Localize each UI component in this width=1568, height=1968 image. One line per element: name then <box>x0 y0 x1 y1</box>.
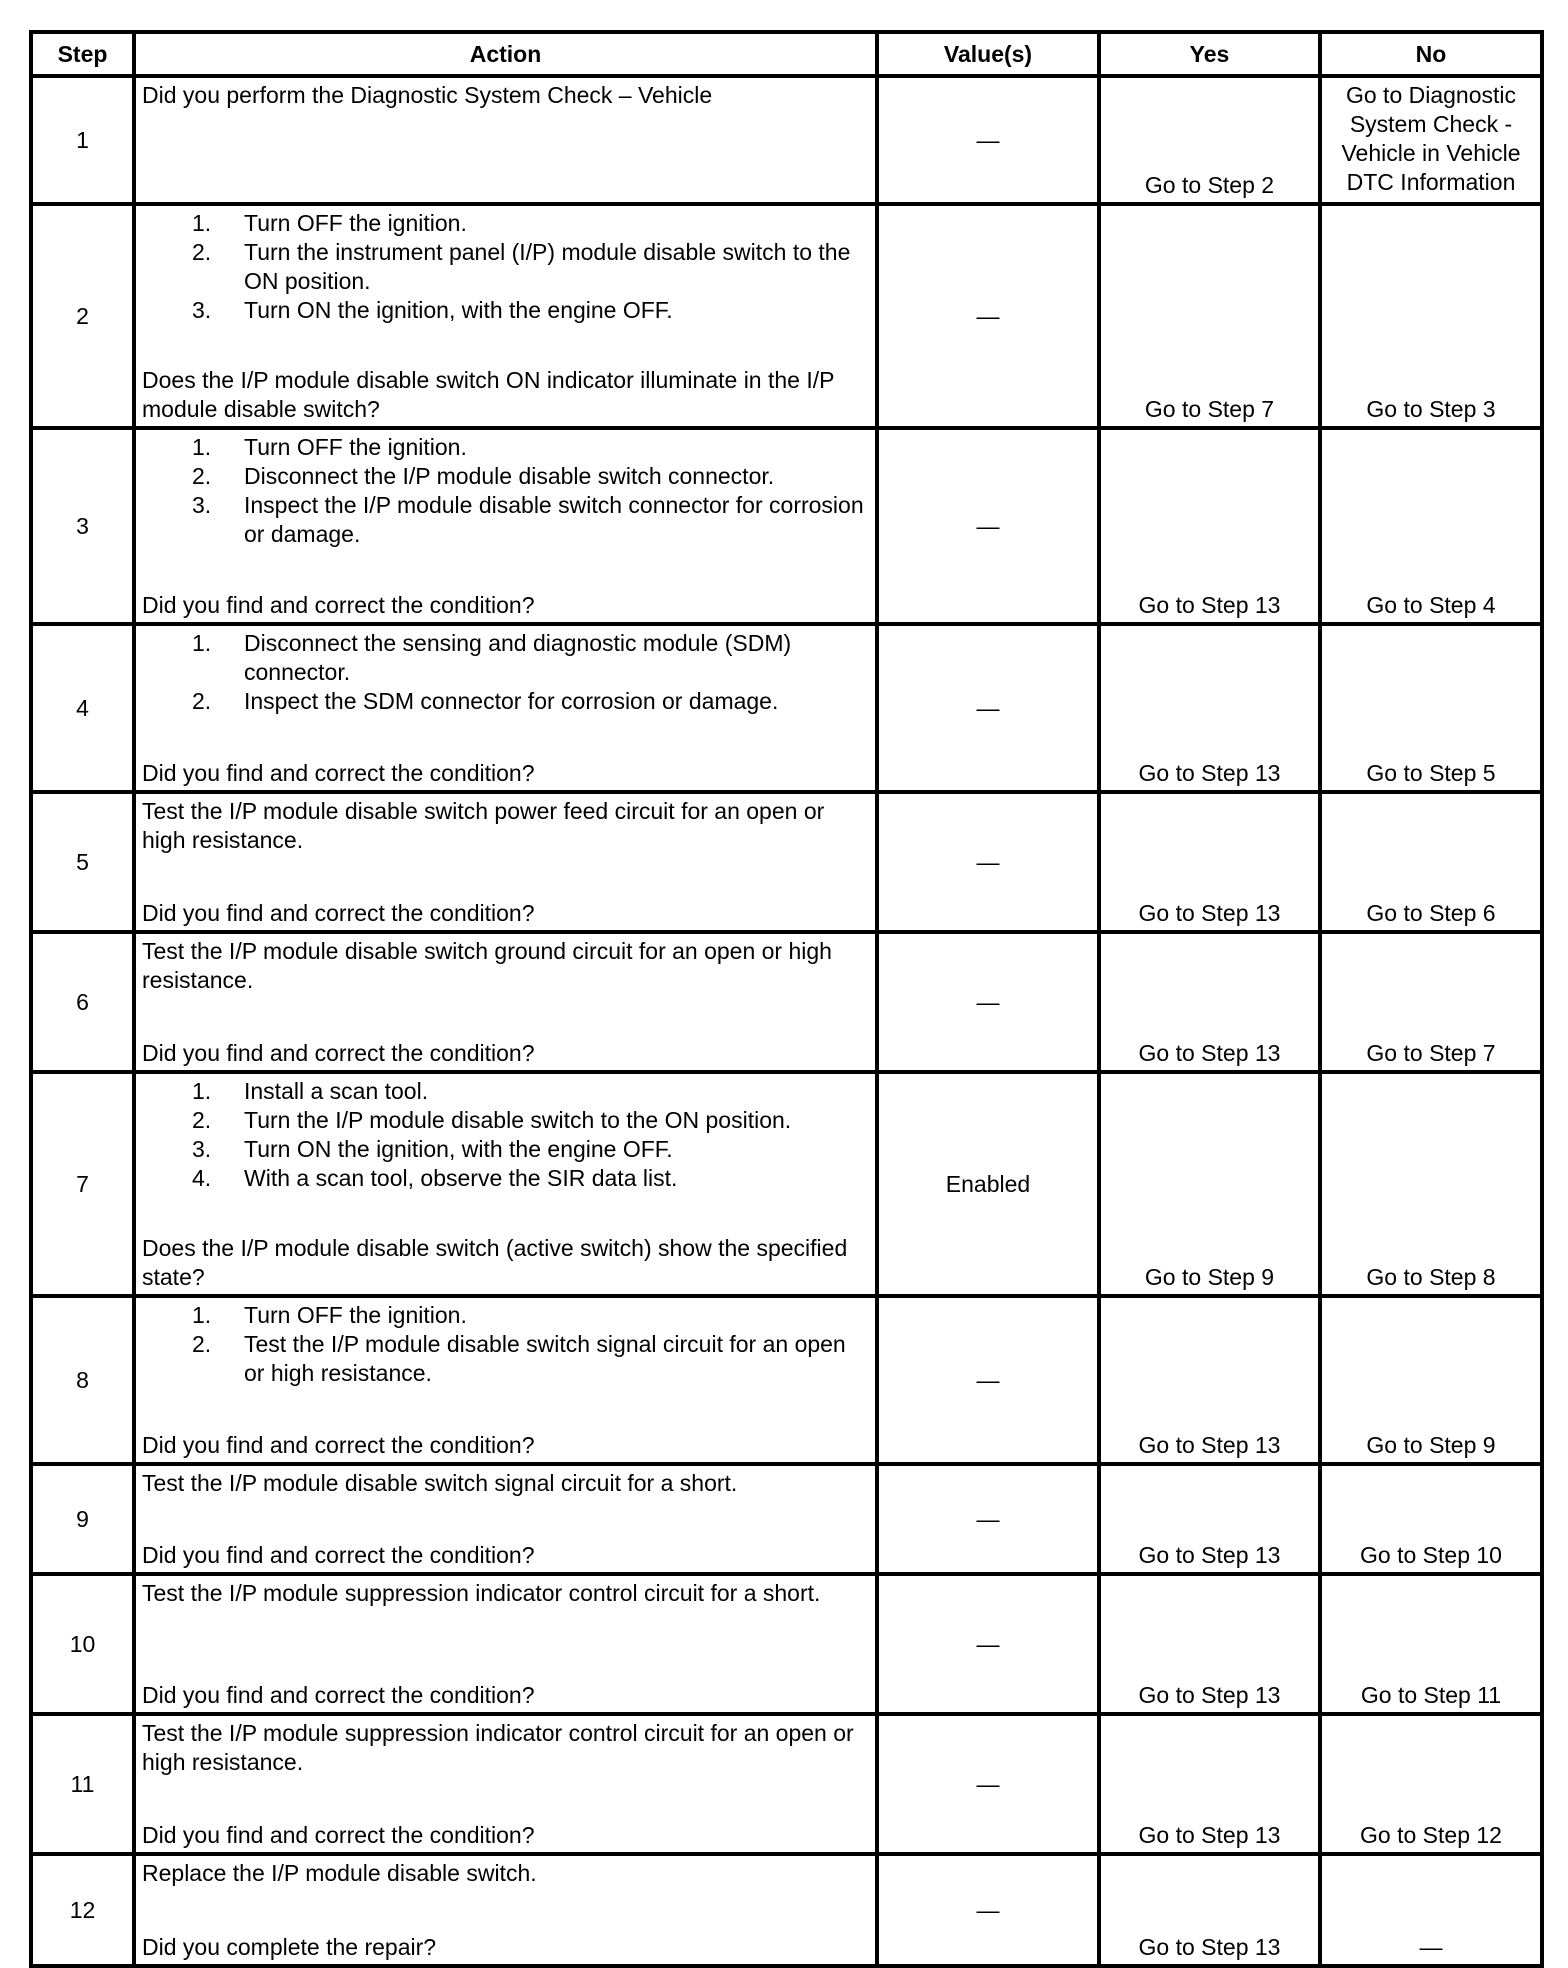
step-number: 8 <box>31 1296 134 1464</box>
step-number: 6 <box>31 932 134 1072</box>
yes-cell: Go to Step 13 <box>1099 1296 1320 1464</box>
action-steps-list <box>142 433 869 549</box>
action-step-text: Test the I/P module disable switch signal circuit for an open or high resistance. <box>244 1331 846 1386</box>
table-row <box>31 932 1542 1072</box>
step-number: 1 <box>31 76 134 204</box>
yes-cell: Go to Step 9 <box>1099 1072 1320 1296</box>
action-step <box>142 687 869 716</box>
table-body <box>31 76 1542 1966</box>
action-step-number: 3. <box>192 297 212 323</box>
action-step <box>142 1106 869 1135</box>
action-step-text: With a scan tool, observe the SIR data list. <box>244 1165 678 1191</box>
header-action: Action <box>134 32 877 76</box>
table-row <box>31 428 1542 624</box>
table-row <box>31 792 1542 932</box>
action-steps-list <box>142 1301 869 1388</box>
action-step-number: 3. <box>192 1136 212 1162</box>
action-cell <box>134 932 877 1072</box>
yes-cell: Go to Step 2 <box>1099 76 1320 204</box>
action-step-number: 1. <box>192 1078 212 1104</box>
action-step <box>142 433 869 462</box>
value-cell: — <box>877 932 1099 1072</box>
action-question: Did you find and correct the condition? <box>142 1040 535 1066</box>
action-step-text: Turn the I/P module disable switch to the ON position. <box>244 1107 792 1133</box>
action-step-text: Turn the instrument panel (I/P) module disable switch to the ON position. <box>244 239 851 294</box>
value-cell: — <box>877 1464 1099 1574</box>
table-row <box>31 204 1542 428</box>
no-cell: Go to Step 5 <box>1320 624 1542 792</box>
action-cell <box>134 1072 877 1296</box>
action-cell <box>134 428 877 624</box>
action-cell <box>134 1854 877 1966</box>
action-cell <box>134 624 877 792</box>
action-step-number: 3. <box>192 492 212 518</box>
action-text: Replace the I/P module disable switch. <box>142 1860 537 1886</box>
action-step <box>142 491 869 549</box>
action-step-number: 2. <box>192 1107 212 1133</box>
action-question: Did you complete the repair? <box>142 1934 437 1960</box>
action-step-number: 2. <box>192 463 212 489</box>
step-number: 5 <box>31 792 134 932</box>
action-step-text: Inspect the SDM connector for corrosion or damage. <box>244 688 779 714</box>
step-number: 12 <box>31 1854 134 1966</box>
yes-cell: Go to Step 13 <box>1099 624 1320 792</box>
yes-cell: Go to Step 13 <box>1099 932 1320 1072</box>
action-question: Did you find and correct the condition? <box>142 1542 535 1568</box>
action-step-number: 1. <box>192 434 212 460</box>
action-step-text: Inspect the I/P module disable switch connector for corrosion or damage. <box>244 492 864 547</box>
yes-cell: Go to Step 13 <box>1099 792 1320 932</box>
action-step-text: Disconnect the I/P module disable switch connector. <box>244 463 775 489</box>
header-row <box>31 32 1542 76</box>
action-question: Did you find and correct the condition? <box>142 592 535 618</box>
value-cell: — <box>877 1714 1099 1854</box>
no-cell: Go to Step 10 <box>1320 1464 1542 1574</box>
value-cell: — <box>877 624 1099 792</box>
yes-cell: Go to Step 13 <box>1099 428 1320 624</box>
value-cell: — <box>877 1574 1099 1714</box>
step-number: 11 <box>31 1714 134 1854</box>
action-step <box>142 238 869 296</box>
action-cell <box>134 1296 877 1464</box>
action-step <box>142 1135 869 1164</box>
action-cell <box>134 1714 877 1854</box>
header-values: Value(s) <box>877 32 1099 76</box>
table-row <box>31 1072 1542 1296</box>
yes-cell: Go to Step 13 <box>1099 1854 1320 1966</box>
no-cell: Go to Step 7 <box>1320 932 1542 1072</box>
action-step-text: Turn ON the ignition, with the engine OFF. <box>244 297 673 323</box>
no-cell: Go to Step 11 <box>1320 1574 1542 1714</box>
action-step <box>142 209 869 238</box>
action-step <box>142 1164 869 1193</box>
action-text: Test the I/P module suppression indicator control circuit for a short. <box>142 1580 821 1606</box>
action-cell <box>134 204 877 428</box>
action-step-number: 2. <box>192 1331 212 1357</box>
table-row <box>31 1574 1542 1714</box>
action-step-text: Turn OFF the ignition. <box>244 1302 467 1328</box>
no-cell: Go to Step 12 <box>1320 1714 1542 1854</box>
action-text: Test the I/P module disable switch ground circuit for an open or high resistance. <box>142 938 832 993</box>
step-number: 9 <box>31 1464 134 1574</box>
value-cell: — <box>877 204 1099 428</box>
table-row <box>31 1296 1542 1464</box>
action-text: Test the I/P module disable switch signal circuit for a short. <box>142 1470 738 1496</box>
action-step-text: Turn OFF the ignition. <box>244 434 467 460</box>
no-cell: — <box>1320 1854 1542 1966</box>
action-question: Did you find and correct the condition? <box>142 760 535 786</box>
action-steps-list <box>142 1077 869 1193</box>
action-question: Did you find and correct the condition? <box>142 900 535 926</box>
table-row <box>31 1854 1542 1966</box>
action-question: Does the I/P module disable switch (active switch) show the specified state? <box>142 1235 848 1290</box>
value-cell: — <box>877 76 1099 204</box>
header-yes: Yes <box>1099 32 1320 76</box>
no-cell: Go to Step 4 <box>1320 428 1542 624</box>
no-cell: Go to Step 3 <box>1320 204 1542 428</box>
value-cell: Enabled <box>877 1072 1099 1296</box>
action-step <box>142 462 869 491</box>
action-text: Did you perform the Diagnostic System Check – Vehicle <box>142 82 713 108</box>
step-number: 7 <box>31 1072 134 1296</box>
action-step-number: 4. <box>192 1165 212 1191</box>
action-cell <box>134 76 877 204</box>
step-number: 10 <box>31 1574 134 1714</box>
action-step-text: Install a scan tool. <box>244 1078 429 1104</box>
value-cell: — <box>877 1854 1099 1966</box>
action-step-number: 2. <box>192 688 212 714</box>
table-row <box>31 76 1542 204</box>
action-steps-list <box>142 209 869 325</box>
action-text: Test the I/P module suppression indicator control circuit for an open or high resistance. <box>142 1720 854 1775</box>
header-no: No <box>1320 32 1542 76</box>
action-question: Did you find and correct the condition? <box>142 1822 535 1848</box>
table-row <box>31 624 1542 792</box>
action-step <box>142 629 869 687</box>
yes-cell: Go to Step 13 <box>1099 1574 1320 1714</box>
action-step <box>142 1301 869 1330</box>
action-step-number: 1. <box>192 210 212 236</box>
no-cell: Go to Diagnostic System Check - Vehicle in Vehicle DTC Information <box>1320 76 1542 204</box>
value-cell: — <box>877 428 1099 624</box>
action-text: Test the I/P module disable switch power feed circuit for an open or high resistance. <box>142 798 825 853</box>
action-question: Does the I/P module disable switch ON indicator illuminate in the I/P module disable switch? <box>142 367 835 422</box>
action-step-number: 1. <box>192 1302 212 1328</box>
action-steps-list <box>142 629 869 716</box>
action-cell <box>134 792 877 932</box>
action-step-text: Turn OFF the ignition. <box>244 210 467 236</box>
action-step-number: 2. <box>192 239 212 265</box>
diagnostic-table <box>29 30 1544 1968</box>
yes-cell: Go to Step 13 <box>1099 1464 1320 1574</box>
no-cell: Go to Step 6 <box>1320 792 1542 932</box>
action-step <box>142 1077 869 1106</box>
yes-cell: Go to Step 7 <box>1099 204 1320 428</box>
step-number: 4 <box>31 624 134 792</box>
table-row <box>31 1464 1542 1574</box>
action-question: Did you find and correct the condition? <box>142 1682 535 1708</box>
action-step-number: 1. <box>192 630 212 656</box>
action-step <box>142 1330 869 1388</box>
header-step: Step <box>31 32 134 76</box>
value-cell: — <box>877 1296 1099 1464</box>
action-step-text: Disconnect the sensing and diagnostic module (SDM) connector. <box>244 630 792 685</box>
action-question: Did you find and correct the condition? <box>142 1432 535 1458</box>
yes-cell: Go to Step 13 <box>1099 1714 1320 1854</box>
action-step-text: Turn ON the ignition, with the engine OFF. <box>244 1136 673 1162</box>
no-cell: Go to Step 9 <box>1320 1296 1542 1464</box>
step-number: 3 <box>31 428 134 624</box>
value-cell: — <box>877 792 1099 932</box>
table-row <box>31 1714 1542 1854</box>
no-cell: Go to Step 8 <box>1320 1072 1542 1296</box>
action-cell <box>134 1464 877 1574</box>
step-number: 2 <box>31 204 134 428</box>
action-cell <box>134 1574 877 1714</box>
action-step <box>142 296 869 325</box>
